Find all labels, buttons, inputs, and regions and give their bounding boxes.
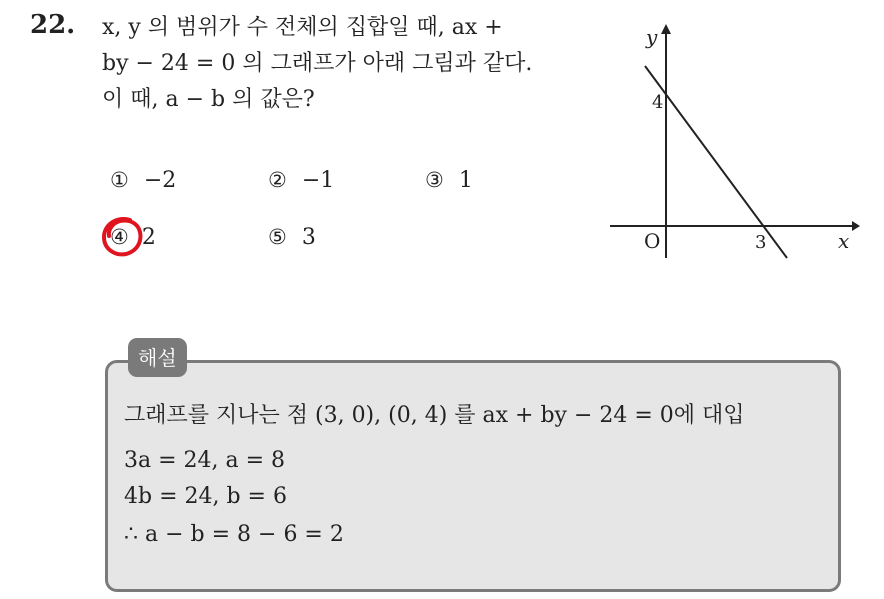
choice-5-value: 3	[301, 225, 316, 250]
x-axis-label: x	[838, 229, 850, 253]
answer-mark-stroke	[104, 219, 140, 254]
choice-4-value: 2	[141, 225, 156, 250]
choice-2-number: ②	[268, 168, 287, 192]
y-intercept-label: 4	[652, 92, 664, 113]
solution-line-4: ∴ a − b = 8 − 6 = 2	[124, 522, 344, 547]
choice-3[interactable]	[425, 168, 473, 193]
x-axis-arrow	[852, 221, 860, 231]
choice-2-value: −1	[301, 168, 335, 193]
question-number: 22.	[30, 10, 76, 40]
origin-label: O	[644, 229, 661, 253]
choice-1[interactable]	[110, 168, 176, 193]
choice-3-value: 1	[458, 168, 473, 193]
question-line-3: 이 때, a − b 의 값은?	[102, 87, 315, 112]
answer-mark-circle	[100, 216, 144, 258]
x-intercept-label: 3	[755, 232, 767, 253]
question-line-1: x, y 의 범위가 수 전체의 집합일 때, ax +	[102, 15, 503, 40]
question-text	[102, 10, 592, 118]
choice-3-number: ③	[425, 168, 444, 192]
solution-line-2: 3a = 24, a = 8	[124, 448, 286, 473]
solution-line-1: 그래프를 지나는 점 (3, 0), (0, 4) 를 ax + by − 24 = 0에 대입	[124, 403, 745, 428]
solution-box	[105, 360, 841, 592]
y-axis-arrow	[661, 24, 671, 34]
choice-5[interactable]	[268, 225, 316, 250]
choice-4-number: ④	[110, 225, 129, 249]
solution-line-3: 4b = 24, b = 6	[124, 484, 287, 509]
choice-5-number: ⑤	[268, 225, 287, 249]
choice-1-value: −2	[143, 168, 177, 193]
line-graph	[600, 22, 860, 267]
y-axis-label: y	[646, 25, 658, 49]
solution-tag: 해설	[128, 338, 187, 377]
choice-1-number: ①	[110, 168, 129, 192]
question-line-2: by − 24 = 0 의 그래프가 아래 그림과 같다.	[102, 51, 533, 76]
choice-2[interactable]	[268, 168, 334, 193]
